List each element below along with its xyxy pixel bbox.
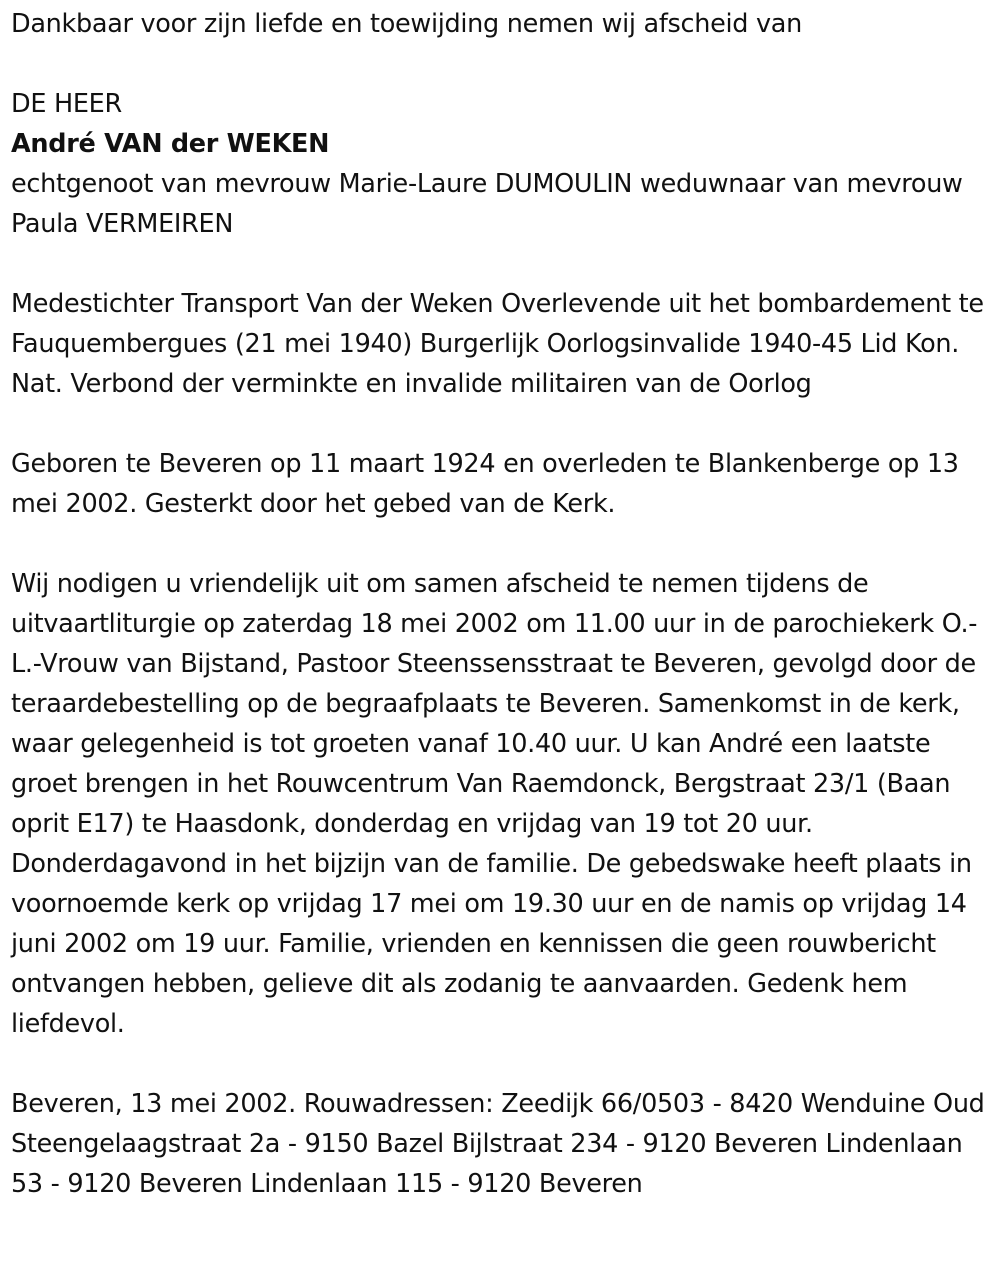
spacer: [11, 1044, 995, 1084]
mourning-addresses-text: Beveren, 13 mei 2002. Rouwadressen: Zeedijk 66/0503 - 8420 Wenduine Oud Steengelaagstraat 2a - 9150 Bazel Bijlstraat 234 - 9120 Beveren Lindenlaan 53 - 9120 Beveren Lindenlaan 115 - 9120 Beveren: [11, 1089, 985, 1199]
spacer: [11, 524, 995, 564]
biography-text: Medestichter Transport Van der Weken Overlevende uit het bombardement te Fauquembergues (21 mei 1940) Burgerlijk Oorlogsinvalide 1940-45 Lid Kon. Nat. Verbond der verminkte en invalide militairen van de Oorlog: [11, 289, 984, 399]
obituary-document: [11, 4, 995, 1204]
spacer: [11, 244, 995, 284]
funeral-invitation-text: Wij nodigen u vriendelijk uit om samen afscheid te nemen tijdens de uitvaartliturgie op zaterdag 18 mei 2002 om 11.00 uur in de parochiekerk O.-L.-Vrouw van Bijstand, Pastoor Steenssensstraat te Beveren, gevolgd door de teraardebestelling op de begraafplaats te Beveren. Samenkomst in de kerk, waar gelegenheid is tot groeten vanaf 10.40 uur. U kan André een laatste groet brengen in het Rouwcentrum Van Raemdonck, Bergstraat 23/1 (Baan oprit E17) te Haasdonk, donderdag en vrijdag van 19 tot 20 uur. Donderdagavond in het bijzijn van de familie. De gebedswake heeft plaats in voornoemde kerk op vrijdag 17 mei om 19.30 uur en de namis op vrijdag 14 juni 2002 om 19 uur. Familie, vrienden en kennissen die geen rouwbericht ontvangen hebben, gelieve dit als zodanig te aanvaarden. Gedenk hem liefdevol.: [11, 569, 978, 1039]
birth-death-text: Geboren te Beveren op 11 maart 1924 en overleden te Blankenberge op 13 mei 2002. Gesterkt door het gebed van de Kerk.: [11, 449, 959, 519]
relation-text: echtgenoot van mevrouw Marie-Laure DUMOULIN weduwnaar van mevrouw Paula VERMEIREN: [11, 169, 963, 239]
spacer: [11, 404, 995, 444]
spacer: [11, 44, 995, 84]
deceased-name: André VAN der WEKEN: [11, 129, 330, 159]
intro-text: Dankbaar voor zijn liefde en toewijding nemen wij afscheid van: [11, 9, 802, 39]
honorific-title: DE HEER: [11, 89, 122, 119]
